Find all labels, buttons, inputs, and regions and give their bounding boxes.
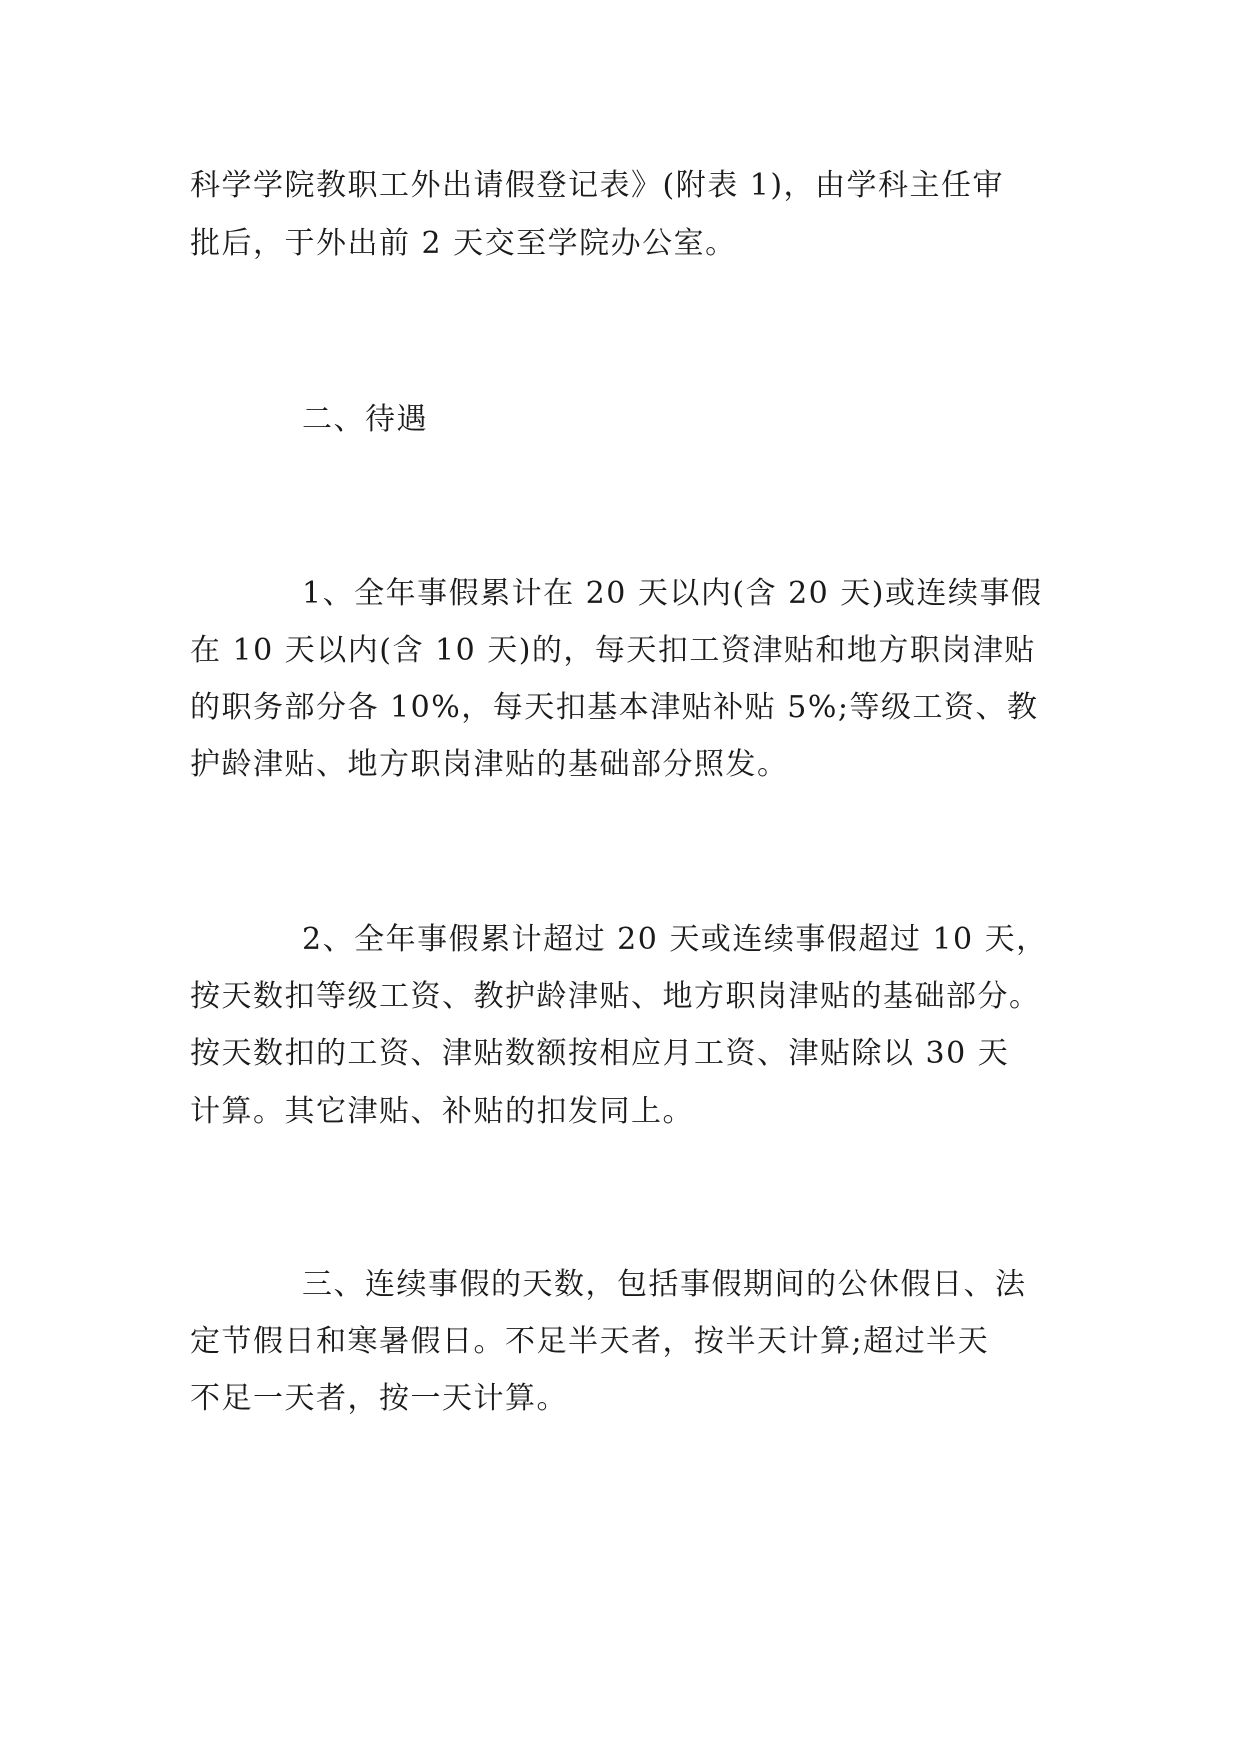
paragraph-line: 按天数扣等级工资、教护龄津贴、地方职岗津贴的基础部分。 bbox=[190, 979, 1041, 1014]
paragraph-line: 按天数扣的工资、津贴数额按相应月工资、津贴除以 30 天 bbox=[190, 1036, 1010, 1071]
paragraph-line: 1、全年事假累计在 20 天以内(含 20 天)或连续事假 bbox=[302, 576, 1043, 611]
paragraph-line: 在 10 天以内(含 10 天)的，每天扣工资津贴和地方职岗津贴 bbox=[190, 633, 1036, 668]
paragraph-line: 定节假日和寒暑假日。不足半天者，按半天计算;超过半天 bbox=[190, 1324, 990, 1359]
paragraph-line: 护龄津贴、地方职岗津贴的基础部分照发。 bbox=[190, 747, 789, 782]
paragraph-line: 不足一天者，按一天计算。 bbox=[190, 1381, 568, 1416]
paragraph-line: 的职务部分各 10%，每天扣基本津贴补贴 5%;等级工资、教 bbox=[190, 690, 1039, 725]
section-heading: 二、待遇 bbox=[302, 402, 428, 437]
paragraph-line: 科学学院教职工外出请假登记表》(附表 1)，由学科主任审 bbox=[190, 168, 1005, 203]
paragraph-line: 三、连续事假的天数，包括事假期间的公休假日、法 bbox=[302, 1267, 1027, 1302]
paragraph-line: 批后，于外出前 2 天交至学院办公室。 bbox=[190, 226, 737, 261]
paragraph-line: 2、全年事假累计超过 20 天或连续事假超过 10 天， bbox=[302, 922, 1048, 957]
paragraph-line: 计算。其它津贴、补贴的扣发同上。 bbox=[190, 1094, 694, 1129]
